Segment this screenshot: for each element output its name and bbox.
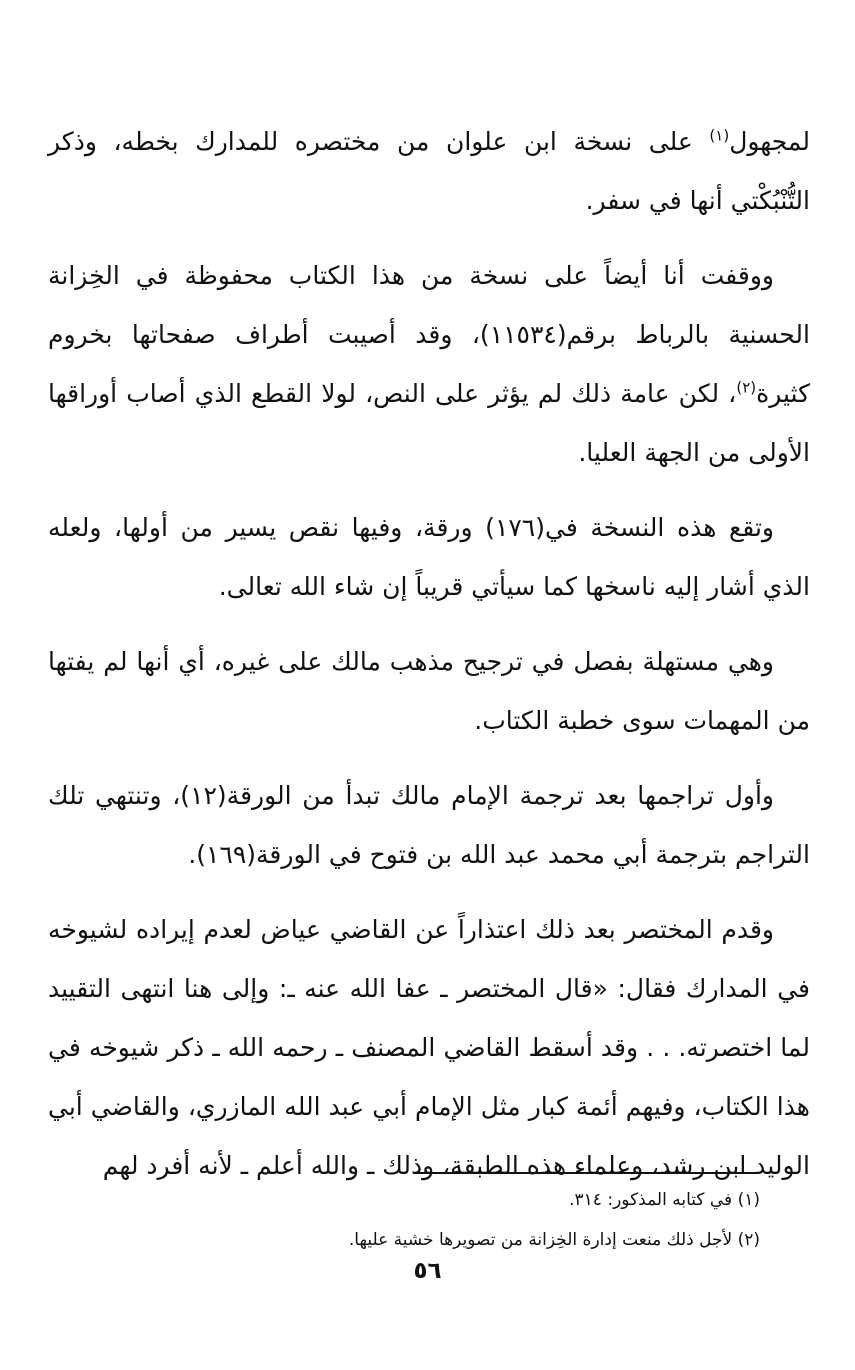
footnote-divider bbox=[414, 1172, 758, 1174]
paragraph-6: وقدم المختصر بعد ذلك اعتذاراً عن القاضي عياض لعدم إيراده لشيوخه في المدارك فقال: «قال المختصر ـ عفا الله عنه ـ: وإلى هنا انتهى التقييد لما اختصرته. . . وقد أسقط القاضي المصنف ـ رحمه الله ـ ذكر شيوخه في هذا الكتاب، وفيهم أئمة كبار مثل الإمام أبي عبد الله المازري، والقاضي أبي الوليد ابن رشد، وعلماء هذه الطبقة، وذلك ـ والله أعلم ـ لأنه أفرد لهم bbox=[48, 915, 810, 1180]
paragraph-1-after: على نسخة ابن علوان من مختصره للمدارك بخطه، وذكر التُّنْبُكْتي أنها في سفر. bbox=[48, 127, 810, 215]
paragraph-4: وهي مستهلة بفصل في ترجيح مذهب مالك على غيره، أي أنها لم يفتها من المهمات سوى خطبة الكتاب. bbox=[48, 647, 810, 735]
paragraph-2 bbox=[48, 246, 810, 482]
footnote-1: (١) في كتابه المذكور: ٣١٤. bbox=[569, 1190, 760, 1210]
paragraph-1 bbox=[48, 112, 810, 230]
paragraph-3: وتقع هذه النسخة في(١٧٦) ورقة، وفيها نقص يسير من أولها، ولعله الذي أشار إليه ناسخها كما سيأتي قريباً إن شاء الله تعالى. bbox=[48, 513, 810, 601]
footnote-2: (٢) لأجل ذلك منعت إدارة الخِزانة من تصويرها خشية عليها. bbox=[348, 1230, 760, 1250]
paragraph-1-before: لمجهول bbox=[729, 127, 810, 156]
main-text bbox=[48, 112, 810, 1195]
footnote-ref-1: (١) bbox=[709, 126, 730, 145]
paragraph-2-before: ووقفت أنا أيضاً على نسخة من هذا الكتاب محفوظة في الخِزانة الحسنية بالرباط برقم(١١٥٣٤)، وقد أصيبت أطراف صفحاتها بخروم كثيرة bbox=[48, 261, 810, 408]
footnotes bbox=[48, 1180, 760, 1260]
paragraph-2-after: ، لكن عامة ذلك لم يؤثر على النص، لولا القطع الذي أصاب أوراقها الأولى من الجهة العليا. bbox=[48, 379, 810, 467]
page-number: ٥٦ bbox=[413, 1258, 442, 1284]
paragraph-5: وأول تراجمها بعد ترجمة الإمام مالك تبدأ من الورقة(١٢)، وتنتهي تلك التراجم بترجمة أبي محمد عبد الله بن فتوح في الورقة(١٦٩). bbox=[48, 781, 810, 869]
footnote-ref-2: (٢) bbox=[736, 378, 757, 397]
